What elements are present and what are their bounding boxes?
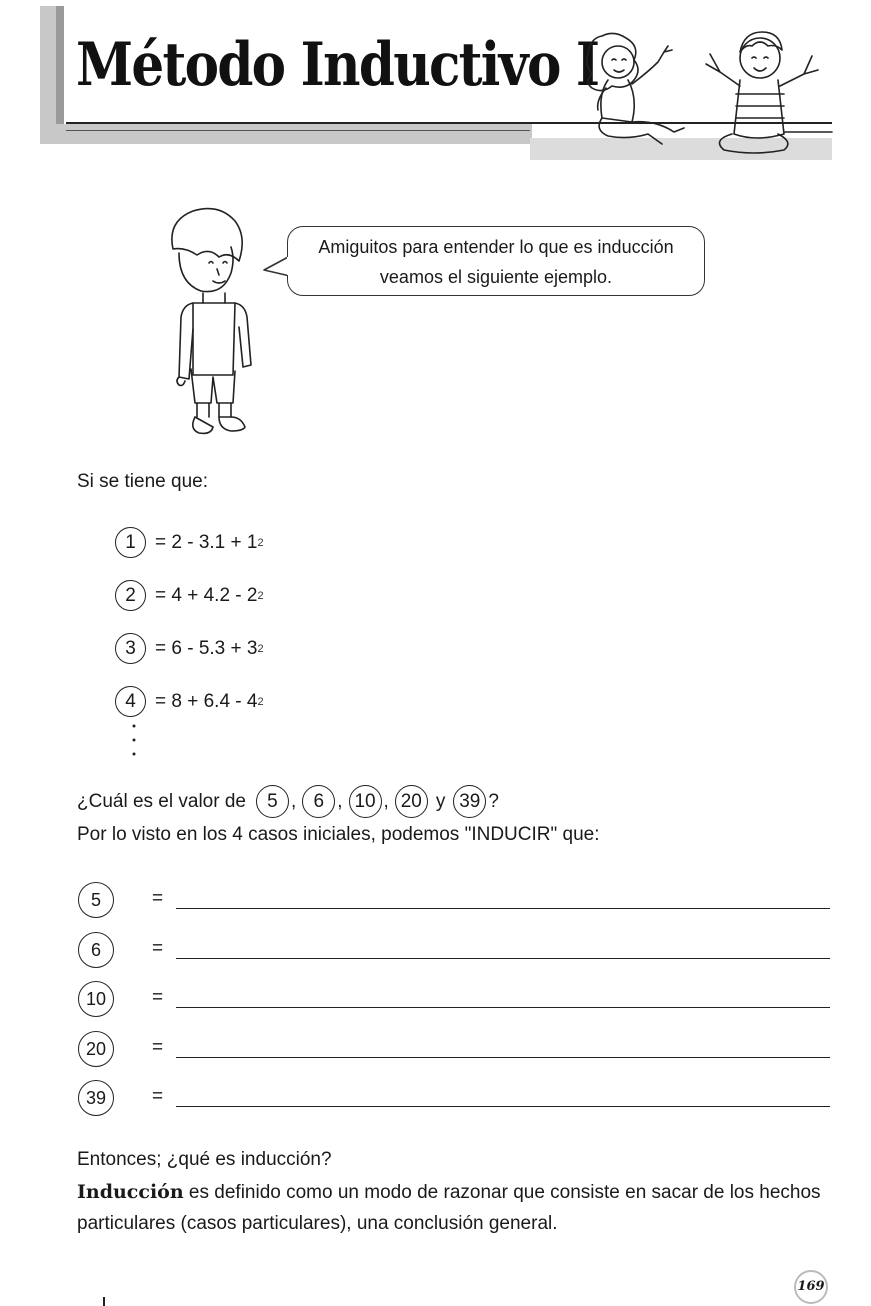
equation-exponent: 2 [257, 695, 264, 708]
equation-expr: = 8 + 6.4 - 4 [155, 690, 258, 712]
answer-row [78, 882, 830, 922]
equation-exponent: 2 [257, 589, 264, 602]
question-separator: , [337, 790, 343, 812]
answer-row [78, 1031, 830, 1071]
question-line [77, 785, 499, 818]
answer-number: 6 [78, 932, 114, 968]
question-separator: , [290, 790, 297, 812]
page-number: 169 [794, 1270, 828, 1304]
answer-equals: = [152, 1037, 164, 1058]
equation-exponent: 2 [257, 642, 264, 655]
header-bar-horizontal [40, 124, 532, 144]
intro-text: Si se tiene que: [77, 471, 208, 492]
answer-number: 5 [78, 882, 114, 918]
bubble-seam [287, 257, 290, 275]
answer-number: 20 [78, 1031, 114, 1067]
boy-illustration [165, 205, 255, 445]
answer-row [78, 981, 830, 1021]
question-number: 10 [349, 785, 382, 818]
question-number: 20 [395, 785, 428, 818]
equation-expr: = 6 - 5.3 + 3 [155, 637, 258, 659]
answer-row [78, 932, 830, 972]
equation-expr: = 4 + 4.2 - 2 [155, 584, 258, 606]
answer-equals: = [152, 987, 164, 1008]
continuation-dots [130, 722, 138, 758]
answer-blank[interactable] [176, 908, 830, 909]
header-rule-thin [66, 130, 530, 131]
case-number: 2 [115, 580, 146, 611]
answer-equals: = [152, 938, 164, 959]
equation-exponent: 2 [257, 536, 264, 549]
definition-term: Inducción [77, 1181, 184, 1203]
equation-row [115, 580, 264, 611]
header-bar-vertical-dark [56, 6, 64, 124]
answer-equals: = [152, 888, 164, 909]
definition-text: es definido como un modo de razonar que consiste en sacar de los hechos particulares (casos particulares), una conclusión general. [77, 1182, 821, 1234]
bubble-line-2: veamos el siguiente ejemplo. [379, 267, 613, 287]
equation-expr: = 2 - 3.1 + 1 [155, 531, 258, 553]
answer-equals: = [152, 1086, 164, 1107]
answer-number: 39 [78, 1080, 114, 1116]
question-prefix: ¿Cuál es el valor de [77, 790, 246, 812]
answer-number: 10 [78, 981, 114, 1017]
answer-blank[interactable] [176, 1057, 830, 1058]
case-number: 4 [115, 686, 146, 717]
equation-row [115, 686, 264, 717]
answer-blank[interactable] [176, 958, 830, 959]
case-number: 1 [115, 527, 146, 558]
bubble-line-1: Amiguitos para entender lo que es inducción [318, 237, 674, 257]
case-number: 3 [115, 633, 146, 664]
answer-row [78, 1080, 830, 1120]
definition-paragraph [77, 1177, 847, 1239]
question-separator: , [383, 790, 389, 812]
question-suffix: ? [488, 790, 499, 812]
children-illustration [572, 18, 834, 158]
answer-blank[interactable] [176, 1007, 830, 1008]
equation-row [115, 633, 264, 664]
equation-row [115, 527, 264, 558]
page-title: Método Inductivo I [76, 30, 599, 100]
speech-bubble [287, 226, 705, 296]
induce-line: Por lo visto en los 4 casos iniciales, podemos "INDUCIR" que: [77, 824, 600, 845]
question-number: 6 [302, 785, 335, 818]
page-tick-mark [103, 1297, 105, 1306]
question-number: 5 [256, 785, 289, 818]
question-and: y [435, 790, 446, 812]
answer-blank[interactable] [176, 1106, 830, 1107]
question-number: 39 [453, 785, 486, 818]
definition-question: Entonces; ¿qué es inducción? [77, 1149, 332, 1170]
